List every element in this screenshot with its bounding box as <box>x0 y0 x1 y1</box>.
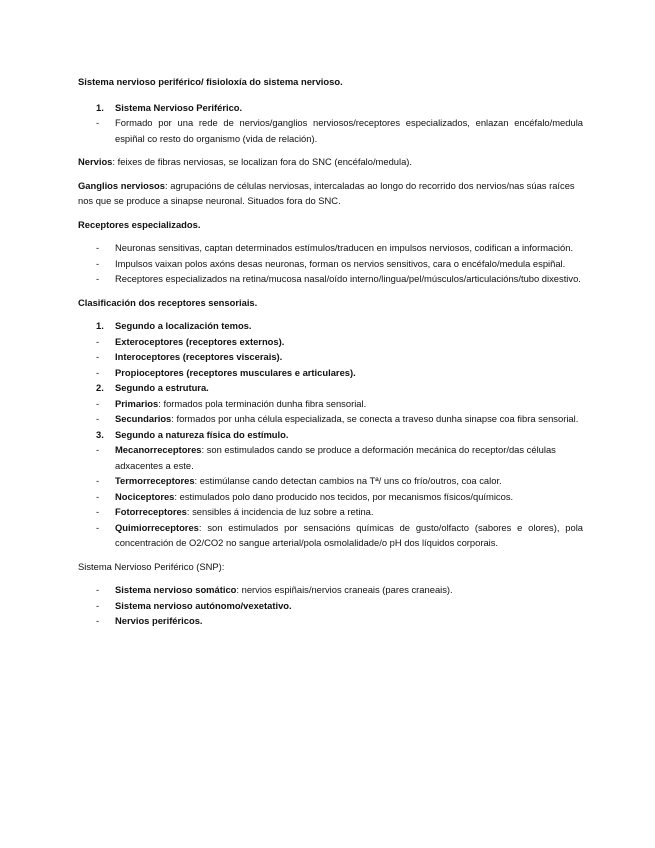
list-number: 1. <box>96 101 104 113</box>
list-item-term: Nervios periféricos. <box>115 615 203 626</box>
list-item <box>78 256 583 272</box>
list-dash: - <box>96 257 100 269</box>
list-item-term: Mecanorreceptores <box>115 444 202 455</box>
list-dash: - <box>96 584 100 595</box>
list-dash: - <box>96 506 100 517</box>
section1-heading <box>78 100 583 116</box>
list-dash: - <box>96 242 100 253</box>
nervios-text: : feixes de fibras nerviosas, se localizan fora do SNC (encéfalo/medula). <box>112 156 413 167</box>
nervios-paragraph <box>78 154 583 170</box>
list-item-text: : nervios espiñais/nervios craneais (pares craneais). <box>236 584 453 595</box>
numbered-heading <box>78 380 583 396</box>
numbered-heading-text: Segundo a estrutura. <box>115 382 209 393</box>
list-item <box>78 598 583 614</box>
receptores-heading: Receptores especializados. <box>78 218 201 230</box>
list-item <box>78 442 583 473</box>
snp-heading: Sistema Nervioso Periférico (SNP): <box>78 560 225 572</box>
list-item-term: Nociceptores <box>115 490 175 502</box>
section1-heading-text: Sistema Nervioso Periférico. <box>115 101 243 113</box>
clasificacion-heading: Clasificación dos receptores sensoriais. <box>78 296 258 308</box>
list-dash: - <box>96 397 100 409</box>
list-item-text: Receptores especializados na retina/mucosa nasal/oído interno/lingua/pel/músculos/articulacións/tubo dixestivo. <box>115 273 581 284</box>
list-item <box>78 334 583 350</box>
list-item-term: Sistema nervioso autónomo/vexetativo. <box>115 599 292 611</box>
list-item-term: Interoceptores (receptores viscerais). <box>115 351 283 362</box>
list-dash: - <box>96 599 100 611</box>
list-dash: - <box>96 521 100 533</box>
list-item-text: : estimúlanse cando detectan cambios na Tª/ uns co frío/outros, coa calor. <box>194 475 502 486</box>
list-item-text: Neuronas sensitivas, captan determinados estímulos/traducen en impulsos nerviosos, codifican a información. <box>115 242 574 253</box>
list-dash: - <box>96 117 100 128</box>
list-item-text: : sensibles á incidencia de luz sobre a retina. <box>186 506 374 517</box>
list-item-text: : formados pola terminación dunha fibra sensorial. <box>158 397 367 409</box>
numbered-heading-text: Segundo a localización temos. <box>115 320 252 331</box>
list-dash: - <box>96 413 100 424</box>
list-item-text: Impulsos vaixan polos axóns desas neuronas, forman os nervios sensitivos, cara o encéfalo/medula espiñal. <box>115 257 566 269</box>
list-number: 1. <box>96 320 104 331</box>
list-item <box>78 411 583 427</box>
ganglios-text: : agrupacións de células nerviosas, intercaladas ao longo do recorrido dos nervios/nas súas raíces nos que se produce a sinapse neuronal. Situados fora do SNC. <box>78 179 575 206</box>
numbered-heading <box>78 427 583 443</box>
list-item-term: Secundarios <box>115 413 172 424</box>
list-item <box>78 504 583 520</box>
list-number: 3. <box>96 428 104 440</box>
list-dash: - <box>96 273 100 284</box>
list-item <box>78 582 583 598</box>
list-item <box>78 473 583 489</box>
list-dash: - <box>96 335 100 347</box>
list-item <box>78 396 583 412</box>
list-item-term: Propioceptores (receptores musculares e articulares). <box>115 366 356 378</box>
list-dash: - <box>96 615 100 626</box>
document-page <box>78 74 583 629</box>
list-item-term: Exteroceptores (receptores externos). <box>115 335 285 347</box>
list-item-text: : son estimulados cando se produce a deformación mecánica do receptor/das células adxacentes a este. <box>115 444 556 471</box>
list-item <box>78 240 583 256</box>
list-item <box>78 613 583 629</box>
list-item-text: : estimulados polo dano producido nos tecidos, por mecanismos físicos/químicos. <box>174 490 514 502</box>
list-number: 2. <box>96 382 104 393</box>
list-item-text: : formados por unha célula especializada, se conecta a traveso dunha sinapse coa fibra sensorial. <box>171 413 579 424</box>
section1-item <box>78 115 583 146</box>
document-title: Sistema nervioso periférico/ fisioloxía do sistema nervioso. <box>78 76 343 87</box>
list-dash: - <box>96 444 100 455</box>
ganglios-paragraph <box>78 178 583 209</box>
list-item-term: Termorreceptores <box>115 475 195 486</box>
list-item <box>78 489 583 505</box>
numbered-heading-text: Segundo a natureza física do estímulo. <box>115 428 289 440</box>
list-dash: - <box>96 351 100 362</box>
section1-item-text: Formado por una rede de nervios/ganglios nerviosos/receptores especializados, enlazan encéfalo/medula espiñal co resto do organismo (vida de relación). <box>115 117 583 144</box>
list-item <box>78 365 583 381</box>
list-item <box>78 520 583 551</box>
numbered-heading <box>78 318 583 334</box>
list-item-term: Fotorreceptores <box>115 506 187 517</box>
list-item-term: Primarios <box>115 397 159 409</box>
nervios-term: Nervios <box>78 156 113 167</box>
list-item <box>78 349 583 365</box>
list-item <box>78 271 583 287</box>
list-dash: - <box>96 366 100 378</box>
list-item-term: Quimiorreceptores <box>115 521 199 533</box>
list-item-term: Sistema nervioso somático <box>115 584 237 595</box>
list-item-text: : son estimulados por sensacións químicas de gusto/olfacto (sabores e olores), pola concentración de O2/CO2 no sangue arterial/pola osmolalidade/o pH dos líquidos corporais. <box>115 521 583 548</box>
ganglios-term: Ganglios nerviosos <box>78 179 166 191</box>
list-dash: - <box>96 475 100 486</box>
list-dash: - <box>96 490 100 502</box>
